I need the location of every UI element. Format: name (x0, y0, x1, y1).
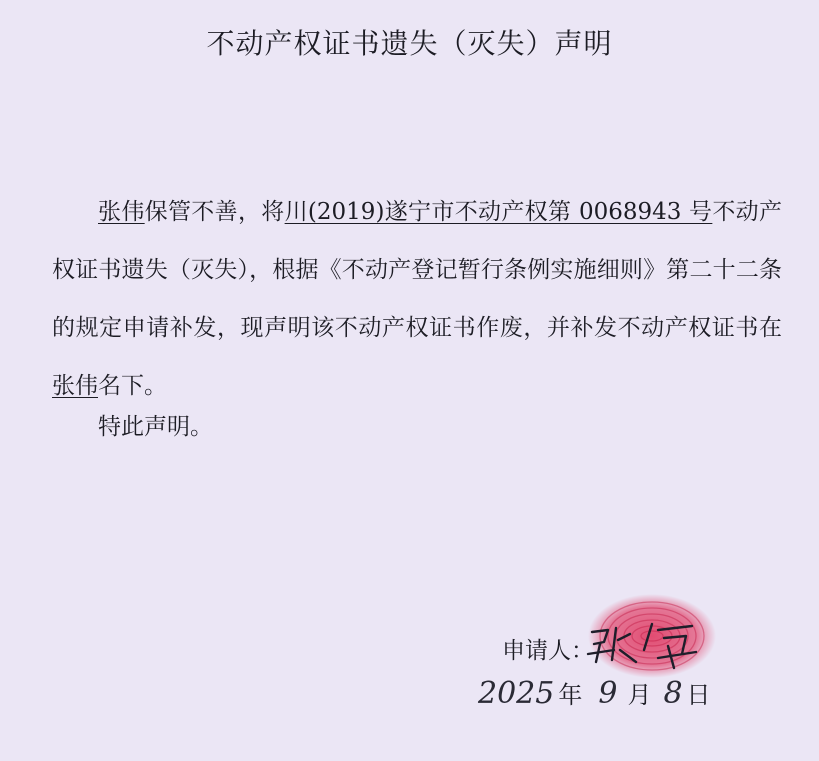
date-month: 9 (598, 676, 618, 711)
date-year: 2025 (478, 676, 555, 711)
certificate-number: 川(2019)遂宁市不动产权第 0068943 号 (284, 199, 713, 225)
applicant-label: 申请人： (502, 638, 594, 664)
declaration-paragraph (52, 183, 782, 415)
paragraph-text-1: 保管不善，将 (144, 199, 285, 225)
document-title: 不动产权证书遗失（灭失）声明 (206, 27, 613, 60)
date-year-unit: 年 (558, 681, 583, 709)
paragraph-text-3: 名下。 (98, 373, 167, 399)
date-month-unit: 月 (627, 681, 652, 709)
paragraph-text-2: 不动产权证书遗失（灭失），根据《不动产登记暂行条例实施细则》第二十二条的规定申请补发，现声明该不动产权证书作废，并补发不动产权证书在 (52, 199, 783, 341)
date-day-unit: 日 (686, 681, 711, 709)
applicant-signature (574, 610, 714, 680)
closing-statement: 特此声明。 (98, 414, 213, 440)
signing-date (478, 675, 711, 725)
reissue-name: 张伟 (52, 373, 98, 399)
owner-name: 张伟 (98, 199, 145, 225)
date-day: 8 (663, 676, 683, 711)
